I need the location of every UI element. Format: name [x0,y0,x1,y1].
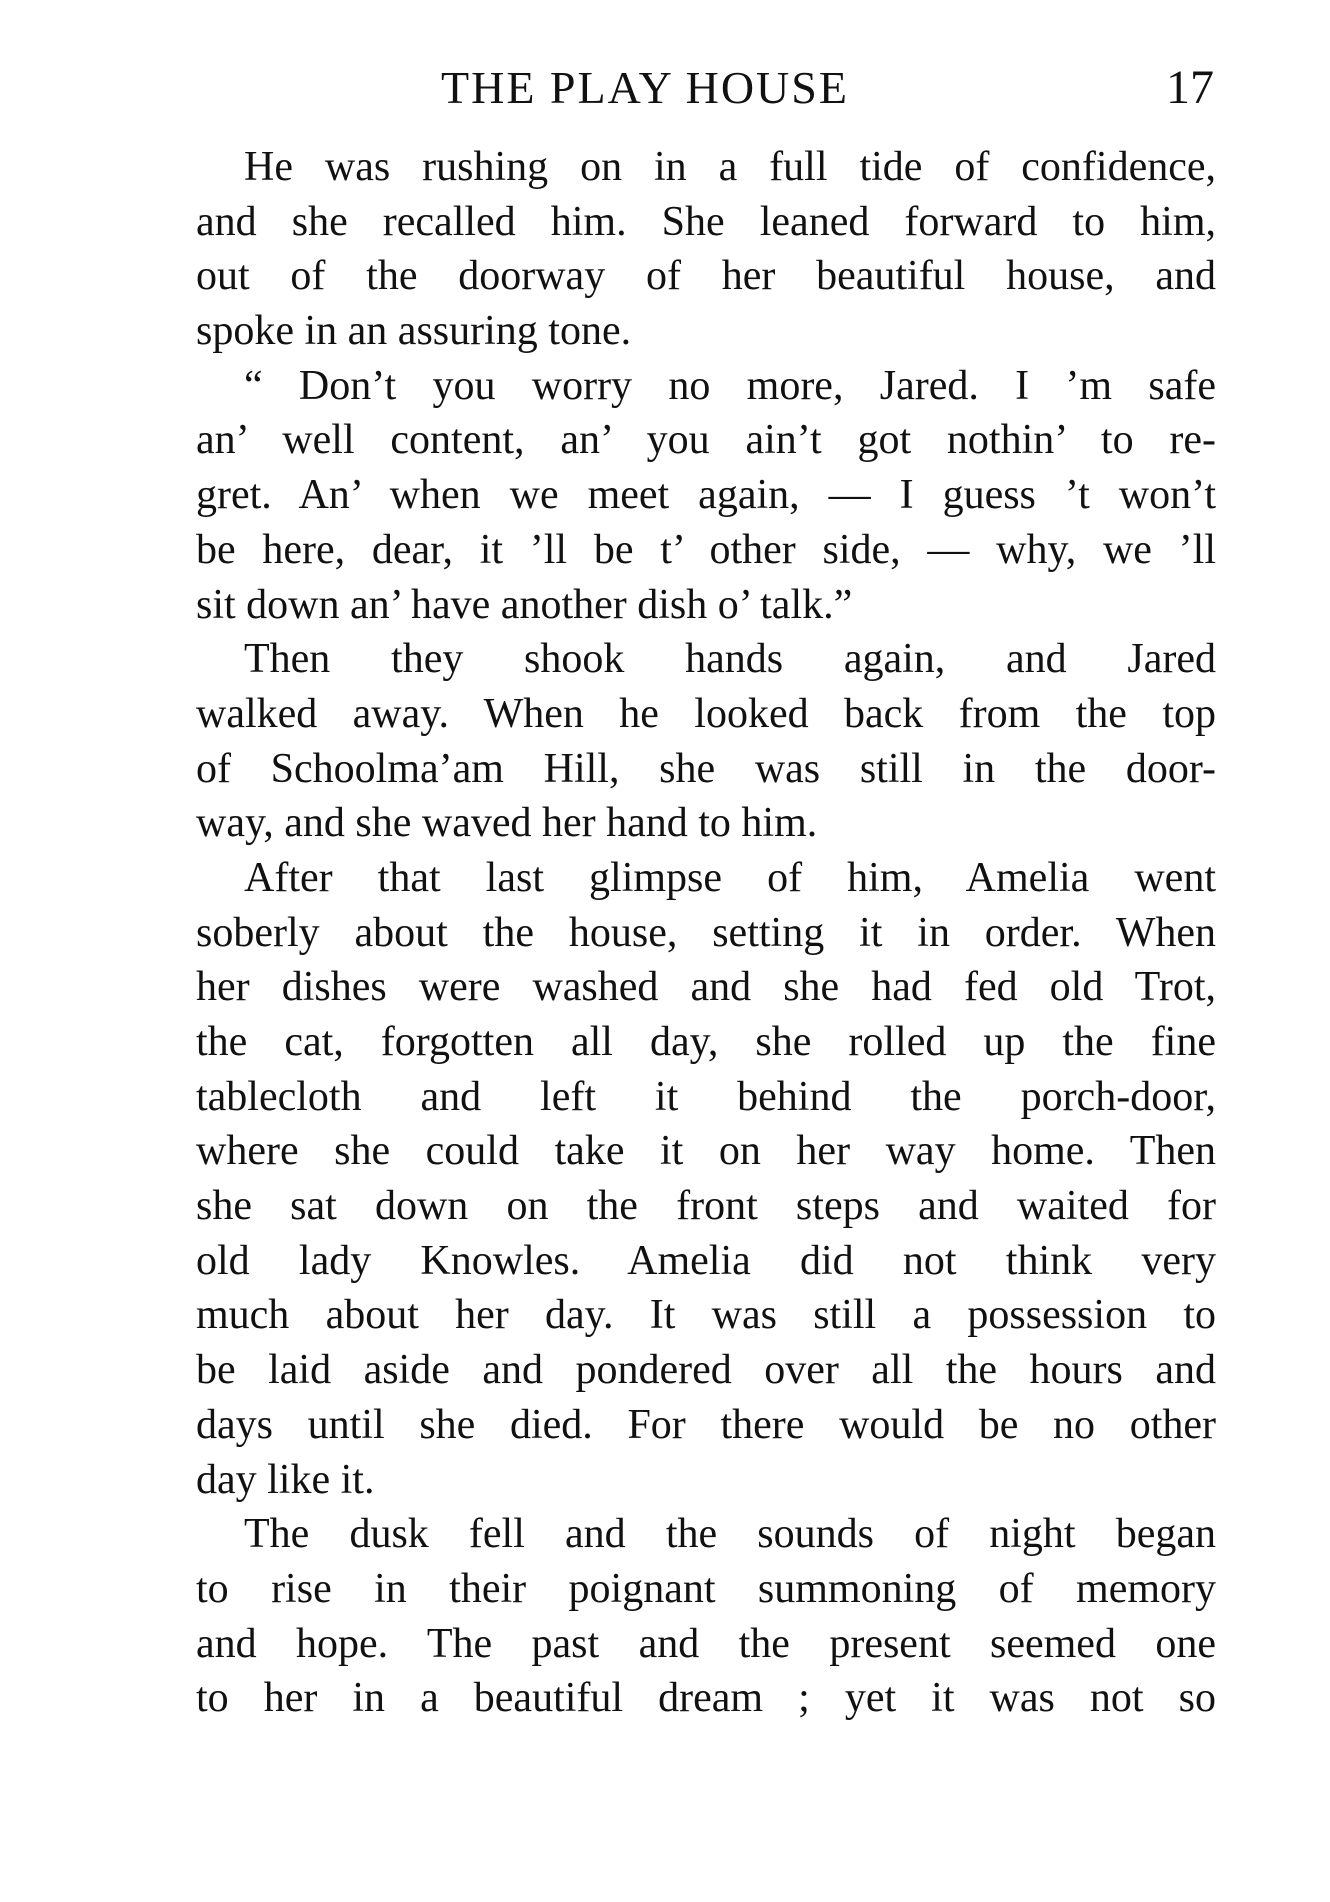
text-line: The dusk fell and the sounds of night began [244,1511,1216,1558]
page-number: 17 [1166,61,1214,114]
text-line: spoke in an assuring tone. [196,308,632,355]
text-line: and she recalled him. She leaned forward to him, [196,198,1216,245]
body-text [196,140,1216,1726]
text-line: and hope. The past and the present seemed one [196,1620,1216,1667]
text-line: the cat, forgotten all day, she rolled up the fine [196,1019,1216,1065]
text-line: to her in a beautiful dream ; yet it was not so [196,1675,1216,1722]
text-line: tablecloth and left it behind the porch-door, [196,1073,1216,1120]
text-line: gret. An’ when we meet again, — I guess ’t won’t [196,472,1216,519]
text-line: way, and she waved her hand to him. [196,800,818,847]
text-line: of Schoolma’am Hill, she was still in the door- [196,745,1216,792]
text-line: much about her day. It was still a possession to [196,1292,1216,1339]
text-line: an’ well content, an’ you ain’t got nothin’ to re- [196,417,1216,464]
text-line: to rise in their poignant summoning of memory [196,1565,1216,1612]
text-line: old lady Knowles. Amelia did not think very [196,1237,1216,1284]
text-line: “ Don’t you worry no more, Jared. I ’m safe [244,362,1216,409]
text-line: sit down an’ have another dish o’ talk.” [196,581,853,628]
running-head [196,58,1216,118]
text-line: her dishes were washed and she had fed old Trot, [196,964,1216,1011]
text-line: day like it. [196,1456,375,1503]
text-line: soberly about the house, setting it in order. When [196,909,1216,956]
text-line: days until she died. For there would be no other [196,1401,1216,1448]
text-line: be here, dear, it ’ll be t’ other side, — why, we ’ll [196,526,1216,573]
text-line: be laid aside and pondered over all the hours and [196,1347,1216,1394]
running-title: THE PLAY HOUSE [441,62,849,113]
text-line: He was rushing on in a full tide of confidence, [244,144,1216,190]
text-line: Then they shook hands again, and Jared [244,636,1216,683]
text-line: walked away. When he looked back from the top [196,690,1216,737]
text-line: After that last glimpse of him, Amelia went [244,854,1216,901]
text-line: she sat down on the front steps and waited for [196,1183,1216,1230]
text-line: where she could take it on her way home. Then [196,1128,1216,1175]
text-line: out of the doorway of her beautiful house, and [196,253,1216,300]
